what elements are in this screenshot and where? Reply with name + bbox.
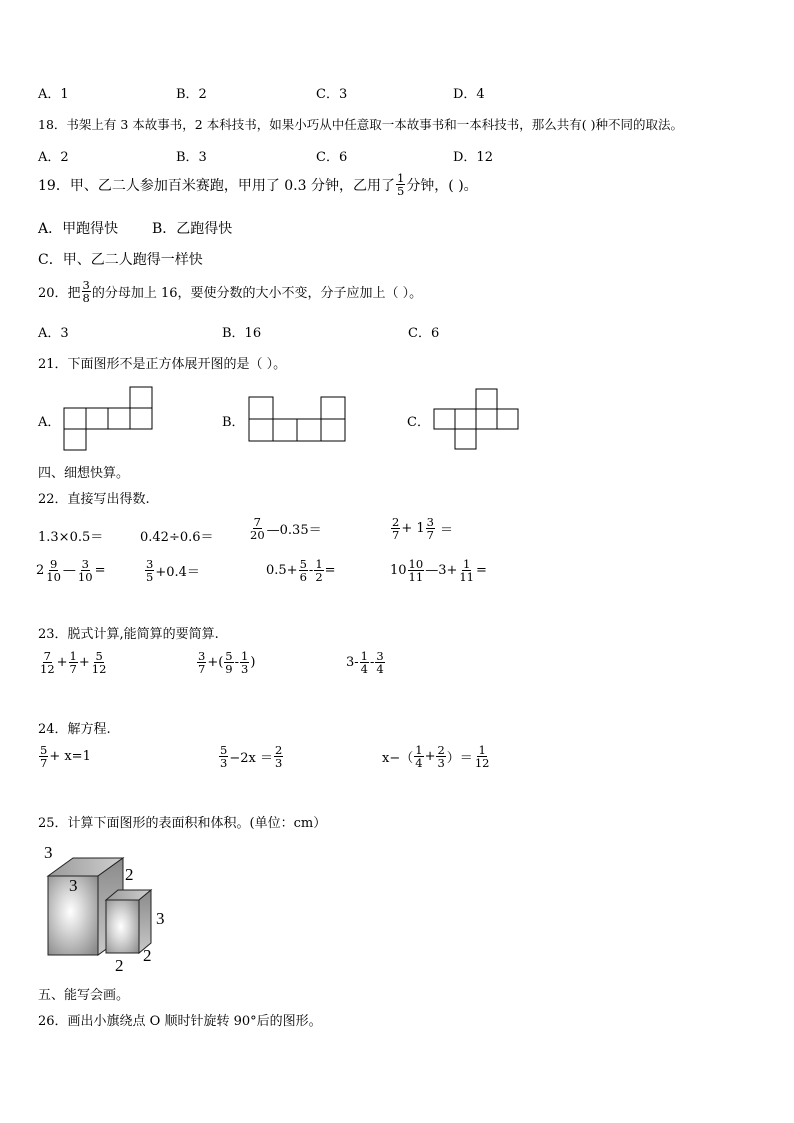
q17-option-c: C．3 <box>316 87 348 102</box>
section-5-title: 五、能写会画。 <box>38 988 130 1003</box>
q17-option-d: D．4 <box>453 87 485 102</box>
q19-option-b: B．乙跑得快 <box>152 221 233 237</box>
q23-expr-1: $\frac{7}{12}$ + $\frac{1}{7}$ + $\frac{5}{12}$ <box>40 649 107 677</box>
q22-expr-5: 2 $\frac{9}{10}$ — $\frac{3}{10}$ = <box>36 557 106 585</box>
label-front-big: 3 <box>69 876 78 895</box>
q20-option-c: C．6 <box>408 326 440 341</box>
q22-question: 22．直接写出得数. <box>38 492 150 507</box>
q22-expr-2: 0.42÷0.6＝ <box>140 530 214 545</box>
q17-option-b: B．2 <box>176 87 207 102</box>
q19-text-post: 分钟，( )。 <box>406 177 478 194</box>
small-cuboid-side <box>139 890 151 953</box>
q22-expr-8: 10 $\frac{10}{11}$ —3+ $\frac{1}{11}$ = <box>390 557 487 585</box>
q21-label-b: B． <box>222 415 245 430</box>
q22-expr-3: $\frac{7}{20}$ —0.35＝ <box>250 515 322 543</box>
q24-equation-1: $\frac{5}{7}$ + x=1 <box>40 743 91 771</box>
q21-question: 21．下面图形不是正方体展开图的是（ ）。 <box>38 357 287 372</box>
q23-question: 23．脱式计算,能简算的要简算. <box>38 627 219 642</box>
cube-net-b <box>249 397 345 441</box>
q21-label-a: A． <box>38 415 61 430</box>
label-big-side: 2 <box>125 865 134 884</box>
label-small-height: 3 <box>156 909 165 928</box>
q22-expr-7: 0.5+ $\frac{5}{6}$ - $\frac{1}{2}$ = <box>266 557 336 585</box>
q20-text-post: 的分母加上 16，要使分数的大小不变，分子应加上（ ）。 <box>91 286 423 302</box>
q19-question <box>38 172 478 197</box>
q17-option-a: A．1 <box>38 87 69 102</box>
q24-question: 24．解方程. <box>38 722 111 737</box>
q18-option-d: D．12 <box>453 150 493 165</box>
q21-label-c: C． <box>407 415 430 430</box>
q22-expr-6: $\frac{3}{5}$ +0.4＝ <box>146 557 200 585</box>
q20-fraction: $\frac{3}{8}$ <box>82 278 90 306</box>
small-cuboid-front <box>106 900 139 953</box>
q26-question: 26．画出小旗绕点 O 顺时针旋转 90°后的图形。 <box>38 1014 322 1029</box>
q23-expr-2: $\frac{3}{7}$ +( $\frac{5}{9}$ - $\frac{1}{3}$ ) <box>198 649 256 677</box>
q18-option-b: B．3 <box>176 150 207 165</box>
q22-expr-4: $\frac{2}{7}$ + 1 $\frac{3}{7}$ ＝ <box>392 515 453 543</box>
section-4-title: 四、细想快算。 <box>38 466 130 481</box>
q19-text-pre: 19．甲、乙二人参加百米赛跑，甲用了 0.3 分钟，乙用了 <box>38 177 395 194</box>
label-top-left: 3 <box>44 843 53 862</box>
q21-cube-nets <box>0 380 794 455</box>
q20-question <box>38 279 422 304</box>
q19-fraction: $\frac{1}{5}$ <box>396 171 405 199</box>
q20-option-a: A．3 <box>38 326 69 341</box>
q19-option-c: C．甲、乙二人跑得一样快 <box>38 252 203 268</box>
label-small-width: 2 <box>115 956 124 975</box>
q20-option-b: B．16 <box>222 326 262 341</box>
cube-net-c <box>434 389 518 449</box>
q22-expr-1: 1.3×0.5＝ <box>38 530 104 545</box>
q19-option-a: A．甲跑得快 <box>38 221 119 237</box>
q24-equation-3: x−（ $\frac{1}{4}$ + $\frac{2}{3}$ ）＝ $\frac{1}{12}$ <box>382 743 490 771</box>
q23-expr-3: 3- $\frac{1}{4}$ - $\frac{3}{4}$ <box>346 649 384 677</box>
q18-question: 18．书架上有 3 本故事书，2 本科技书，如果小巧从中任意取一本故事书和一本科技书，那么共有( )种不同的取法。 <box>38 117 683 132</box>
label-small-depth: 2 <box>143 946 152 965</box>
q18-option-c: C．6 <box>316 150 348 165</box>
cube-net-a <box>64 387 152 450</box>
q25-question: 25．计算下面图形的表面积和体积。(单位：cm） <box>38 816 327 831</box>
q18-option-a: A．2 <box>38 150 69 165</box>
q24-equation-2: $\frac{5}{3}$ −2x ＝ $\frac{2}{3}$ <box>220 743 283 771</box>
q25-cuboid-figure <box>38 840 178 975</box>
q20-text-pre: 20．把 <box>38 286 81 302</box>
